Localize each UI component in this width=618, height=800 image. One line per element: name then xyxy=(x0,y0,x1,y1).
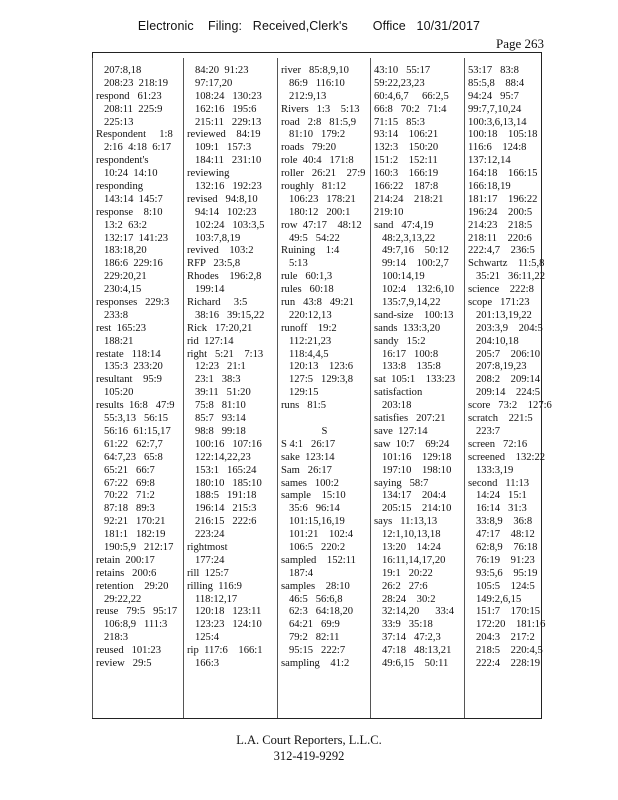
index-entry-line: 106:5 220:2 xyxy=(281,541,346,553)
index-entry-line: 123:23 124:10 xyxy=(187,619,262,631)
index-entry-line: row 47:17 48:12 xyxy=(281,219,362,231)
index-entry-line: 172:20 181:16 xyxy=(468,619,546,631)
index-entry-line: 19:1 20:22 xyxy=(374,567,433,579)
index-entry-line: 180:12 200:1 xyxy=(281,206,351,218)
index-entry-line: Schwartz 11:5,8 xyxy=(468,258,545,270)
index-entry-line: 35:6 96:14 xyxy=(281,503,340,515)
index-entry-line: runs 81:5 xyxy=(281,400,327,412)
index-entry-line: saying 58:7 xyxy=(374,477,429,489)
page-number: Page 263 xyxy=(496,36,545,51)
index-entry-line: 218:11 220:6 xyxy=(468,232,532,244)
index-entry-line: 92:21 170:21 xyxy=(96,516,166,528)
index-entry-line: reviewing xyxy=(187,168,230,180)
index-entry-line: 79:2 82:11 xyxy=(281,632,340,644)
index-entry-line: 223:24 xyxy=(187,529,225,541)
index-entry-line: 81:10 179:2 xyxy=(281,129,346,141)
index-entry-line: sands 133:3,20 xyxy=(374,322,441,334)
index-entry-line: 86:9 116:10 xyxy=(281,77,345,89)
index-entry-line: sames 100:2 xyxy=(281,477,339,489)
index-entry-line: 101:15,16,19 xyxy=(281,516,345,528)
index-entry-line: 93:5,6 95:19 xyxy=(468,567,538,579)
index-entry-line: river 85:8,9,10 xyxy=(281,65,349,76)
index-entry-line: 187:4 xyxy=(281,567,314,579)
index-entry-line: 218:5 220:4,5 xyxy=(468,645,543,657)
index-entry-line: run 43:8 49:21 xyxy=(281,297,354,309)
index-entry-line: 28:24 30:2 xyxy=(374,593,436,605)
index-entry-line: 49:6,15 50:11 xyxy=(374,657,449,669)
index-entry-line: 112:21,23 xyxy=(281,335,332,347)
index-entry-line: 100:16 107:16 xyxy=(187,438,262,450)
index-entry-line: scratch 221:5 xyxy=(468,413,533,425)
index-entry-line: 16:14 31:3 xyxy=(468,503,527,515)
index-entry-line: 166:18,19 xyxy=(468,181,511,193)
index-entry-line: 84:20 91:23 xyxy=(187,65,249,76)
index-entry-line: responding xyxy=(96,181,144,193)
index-entry-line: 120:18 123:11 xyxy=(187,606,262,618)
index-entry-line: reuse 79:5 95:17 xyxy=(96,606,178,618)
index-entry-line: 29:22,22 xyxy=(96,593,142,605)
index-entry-line: 61:22 62:7,7 xyxy=(96,438,163,450)
index-entry-line: 97:17,20 xyxy=(187,77,233,89)
index-entry-line: 53:17 83:8 xyxy=(468,65,519,76)
index-entry-line: 102:24 103:3,5 xyxy=(187,219,265,231)
index-entry-line: 181:1 182:19 xyxy=(96,529,166,541)
index-entry-line: retains 200:6 xyxy=(96,567,157,579)
index-entry-line: 66:8 70:2 71:4 xyxy=(374,103,447,115)
index-entry-line: respond 61:23 xyxy=(96,90,162,102)
index-entry-line: 64:21 69:9 xyxy=(281,619,340,631)
index-entry-line: 204:10,18 xyxy=(468,335,519,347)
index-entry-line: 106:23 178:21 xyxy=(281,193,356,205)
index-entry-line: scope 171:23 xyxy=(468,297,530,309)
index-entry-line: 205:7 206:10 xyxy=(468,348,541,360)
index-entry-line: 215:11 229:13 xyxy=(187,116,262,128)
index-entry-line: 38:16 39:15,22 xyxy=(187,309,265,321)
index-entry-line: 197:10 198:10 xyxy=(374,464,452,476)
index-entry-line: 190:5,9 212:17 xyxy=(96,541,174,553)
index-entry-line: 207:8,19,23 xyxy=(468,361,527,373)
index-entry-line: 205:15 214:10 xyxy=(374,503,452,515)
index-entry-line: 199:14 xyxy=(187,284,225,296)
index-entry-line: 55:3,13 56:15 xyxy=(96,413,169,425)
index-entry-line: 23:1 38:3 xyxy=(187,374,241,386)
index-entry-line: 106:8,9 111:3 xyxy=(96,619,168,631)
index-entry-line: 219:10 xyxy=(374,206,404,218)
index-entry-line: 49:7,16 50:12 xyxy=(374,245,449,257)
index-entry-line: 105:5 124:5 xyxy=(468,580,535,592)
index-entry-line: 85:7 93:14 xyxy=(187,413,246,425)
index-entry-line: 46:5 56:6,8 xyxy=(281,593,343,605)
index-entry-line: 67:22 69:8 xyxy=(96,477,155,489)
index-entry-line: 35:21 36:11,22 xyxy=(468,271,546,283)
index-column-2 xyxy=(183,58,277,718)
index-entry-line: 60:4,6,7 66:2,5 xyxy=(374,90,449,102)
index-entry-line: 183:18,20 xyxy=(96,245,147,257)
index-entry-line: 166:3 xyxy=(187,657,220,669)
index-entry-line: 33:9 35:18 xyxy=(374,619,433,631)
index-entry-line: 120:13 123:6 xyxy=(281,361,354,373)
index-entry-line: 151:2 152:11 xyxy=(374,155,438,167)
index-entry-line: 151:7 170:15 xyxy=(468,606,541,618)
index-entry-line: 132:3 150:20 xyxy=(374,142,439,154)
index-entry-line: 129:15 xyxy=(281,387,319,399)
index-entry-line: 5:13 xyxy=(281,258,308,270)
index-entry-line: 71:15 85:3 xyxy=(374,116,425,128)
index-entry-line: sample 15:10 xyxy=(281,490,346,502)
index-entry-line: 99:7,7,10,24 xyxy=(468,103,522,115)
index-entry-line: rip 117:6 166:1 xyxy=(187,645,263,657)
index-entry-line: score 73:2 127:6 xyxy=(468,400,552,412)
index-entry-line: rest 165:23 xyxy=(96,322,147,334)
index-entry-line: 212:9,13 xyxy=(281,90,327,102)
index-entry-line: 103:7,8,19 xyxy=(187,232,241,244)
index-entry-line: second 11:13 xyxy=(468,477,530,489)
index-entry-line: 208:2 209:14 xyxy=(468,374,541,386)
index-entry-line: review 29:5 xyxy=(96,657,152,669)
index-entry-line: 223:7 xyxy=(468,425,501,437)
index-entry-line: right 5:21 7:13 xyxy=(187,348,264,360)
index-entry-line: 162:16 195:6 xyxy=(187,103,257,115)
index-entry-line: retain 200:17 xyxy=(96,554,155,566)
index-entry-line: 188:21 xyxy=(96,335,134,347)
index-entry-line: Sam 26:17 xyxy=(281,464,332,476)
index-entry-line: 49:5 54:22 xyxy=(281,232,340,244)
index-entry-line: 39:11 51:20 xyxy=(187,387,251,399)
index-entry-line: 16:17 100:8 xyxy=(374,348,439,360)
index-entry-line: save 127:14 xyxy=(374,425,428,437)
index-entry-line: sand 47:4,19 xyxy=(374,219,434,231)
index-entry-line: RFP 23:5,8 xyxy=(187,258,241,270)
index-entry-line: 132:16 192:23 xyxy=(187,181,262,193)
index-entry-line: respondent's xyxy=(96,155,149,167)
index-entry-line: sampled 152:11 xyxy=(281,554,356,566)
index-entry-line: restate 118:14 xyxy=(96,348,161,360)
index-entry-line: 177:24 xyxy=(187,554,225,566)
index-entry-line: 12:23 21:1 xyxy=(187,361,246,373)
index-entry-line: runoff 19:2 xyxy=(281,322,337,334)
index-entry-line: 164:18 166:15 xyxy=(468,168,538,180)
index-entry-line: response 8:10 xyxy=(96,206,163,218)
index-column-5 xyxy=(464,58,552,718)
index-entry-line: 102:4 132:6,10 xyxy=(374,284,455,296)
index-entry-line: 153:1 165:24 xyxy=(187,464,257,476)
index-entry-line: sake 123:14 xyxy=(281,451,335,463)
index-column-3 xyxy=(277,58,370,718)
index-column-4 xyxy=(370,58,464,718)
index-entry-line: rid 127:14 xyxy=(187,335,234,347)
index-entry-line: 214:23 218:5 xyxy=(468,219,533,231)
index-entry-line: 216:15 222:6 xyxy=(187,516,257,528)
index-entry-line: 70:22 71:2 xyxy=(96,490,155,502)
index-entry-line: 26:2 27:6 xyxy=(374,580,428,592)
index-entry-line: 118:4,4,5 xyxy=(281,348,329,360)
index-entry-line: 76:19 91:23 xyxy=(468,554,535,566)
index-entry-line: 133:8 135:8 xyxy=(374,361,441,373)
index-entry-line: 218:3 xyxy=(96,632,129,644)
index-entry-line: 87:18 89:3 xyxy=(96,503,155,515)
index-entry-line: 94:24 95:7 xyxy=(468,90,519,102)
index-entry-line: roads 79:20 xyxy=(281,142,337,154)
index-entry-line: 98:8 99:18 xyxy=(187,425,246,437)
index-entry-line: satisfaction xyxy=(374,387,423,399)
index-entry-line: 222:4 228:19 xyxy=(468,657,541,669)
index-entry-line: 137:12,14 xyxy=(468,155,511,167)
index-entry-line: 201:13,19,22 xyxy=(468,309,532,321)
index-column-1 xyxy=(92,58,183,718)
index-entry-line: results 16:8 47:9 xyxy=(96,400,175,412)
index-entry-line: rill 125:7 xyxy=(187,567,229,579)
index-entry-line: 186:6 229:16 xyxy=(96,258,163,270)
index-entry-line: 2:16 4:18 6:17 xyxy=(96,142,172,154)
index-entry-line: 134:17 204:4 xyxy=(374,490,447,502)
index-entry-line: retention 29:20 xyxy=(96,580,169,592)
index-entry-line: roller 26:21 27:9 xyxy=(281,168,366,180)
index-entry-line: 43:10 55:17 xyxy=(374,65,431,76)
index-entry-line: 222:4,7 236:5 xyxy=(468,245,535,257)
index-entry-line: 125:4 xyxy=(187,632,220,644)
index-entry-line: 47:18 48:13,21 xyxy=(374,645,452,657)
index-entry-line: 181:17 196:22 xyxy=(468,193,538,205)
index-entry-line: 209:14 224:5 xyxy=(468,387,541,399)
index-entry-line: 143:14 145:7 xyxy=(96,193,163,205)
index-entry-line: 188:5 191:18 xyxy=(187,490,257,502)
index-entry-line: 101:16 129:18 xyxy=(374,451,452,463)
index-entry-line: 47:17 48:12 xyxy=(468,529,535,541)
index-entry-line: 62:8,9 76:18 xyxy=(468,541,538,553)
index-entry-line: 225:13 xyxy=(96,116,134,128)
index-entry-line: 118:12,17 xyxy=(187,593,238,605)
index-entry-line: 109:1 157:3 xyxy=(187,142,252,154)
index-entry-line: Richard 3:5 xyxy=(187,297,248,309)
index-entry-line: 101:21 102:4 xyxy=(281,529,354,541)
index-entry-line: 75:8 81:10 xyxy=(187,400,246,412)
index-entry-line: 207:8,18 xyxy=(96,65,142,76)
index-entry-line: 208:23 218:19 xyxy=(96,77,169,89)
index-entry-line: 94:14 102:23 xyxy=(187,206,257,218)
reporter-name: L.A. Court Reporters, L.L.C. xyxy=(236,733,382,747)
filing-stamp: Electronic Filing: Received,Clerk's Office 10/31/2017 xyxy=(137,19,481,33)
reporter-phone: 312-419-9292 xyxy=(273,749,345,763)
index-entry-line: 233:8 xyxy=(96,309,129,321)
index-entry-line: 64:7,23 65:8 xyxy=(96,451,163,463)
index-entry-line: 100:14,19 xyxy=(374,271,425,283)
index-entry-line: 10:24 14:10 xyxy=(96,168,158,180)
index-entry-line: 62:3 64:18,20 xyxy=(281,606,354,618)
index-entry-line: 135:7,9,14,22 xyxy=(374,297,441,309)
index-entry-line: reused 101:23 xyxy=(96,645,162,657)
index-entry-line: says 11:13,13 xyxy=(374,516,438,528)
index-entry-line: 65:21 66:7 xyxy=(96,464,155,476)
index-entry-line: 85:5,8 88:4 xyxy=(468,77,525,89)
index-entry-line: 220:12,13 xyxy=(281,309,332,321)
index-entry-line: role 40:4 171:8 xyxy=(281,155,354,167)
index-entry-line: sampling 41:2 xyxy=(281,657,350,669)
index-entry-line: samples 28:10 xyxy=(281,580,350,592)
index-entry-line: 196:14 215:3 xyxy=(187,503,257,515)
index-entry-line: 99:14 100:2,7 xyxy=(374,258,449,270)
index-entry-line: 208:11 225:9 xyxy=(96,103,163,115)
index-entry-line: 230:4,15 xyxy=(96,284,142,296)
index-entry-line: 135:3 233:20 xyxy=(96,361,163,373)
index-entry-line xyxy=(281,413,368,426)
index-entry-line: reviewed 84:19 xyxy=(187,129,261,141)
index-entry-line: 203:3,9 204:5 xyxy=(468,322,543,334)
index-entry-line: 122:14,22,23 xyxy=(187,451,251,463)
index-entry-line: 32:14,20 33:4 xyxy=(374,606,455,618)
index-entry-line: 184:11 231:10 xyxy=(187,155,262,167)
index-entry-line: 203:18 xyxy=(374,400,412,412)
index-entry-line: 14:24 15:1 xyxy=(468,490,527,502)
index-entry-line: responses 229:3 xyxy=(96,297,170,309)
index-entry-line: 133:3,19 xyxy=(468,464,514,476)
index-entry-line: S 4:1 26:17 xyxy=(281,438,336,450)
index-entry-line: 13:20 14:24 xyxy=(374,541,441,553)
index-entry-line: saw 10:7 69:24 xyxy=(374,438,450,450)
index-entry-line: 116:6 124:8 xyxy=(468,142,527,154)
index-entry-line: 166:22 187:8 xyxy=(374,181,439,193)
index-entry-line: 16:11,14,17,20 xyxy=(374,554,446,566)
index-entry-line: Rivers 1:3 5:13 xyxy=(281,103,360,115)
index-entry-line: revised 94:8,10 xyxy=(187,193,258,205)
index-entry-line: 196:24 200:5 xyxy=(468,206,533,218)
index-entry-line: sandy 15:2 xyxy=(374,335,426,347)
index-entry-line: rules 60:18 xyxy=(281,284,334,296)
index-entry-line: road 2:8 81:5,9 xyxy=(281,116,357,128)
index-entry-line: 132:17 141:23 xyxy=(96,232,169,244)
index-entry-line: Ruining 1:4 xyxy=(281,245,340,257)
index-entry-line: sat 105:1 133:23 xyxy=(374,374,456,386)
index-entry-line: 95:15 222:7 xyxy=(281,645,346,657)
index-entry-line: sand-size 100:13 xyxy=(374,309,454,321)
index-entry-line: 33:8,9 36:8 xyxy=(468,516,533,528)
index-entry-line: 56:16 61:15,17 xyxy=(96,425,171,437)
index-entry-line: 204:3 217:2 xyxy=(468,632,535,644)
index-entry-line: 37:14 47:2,3 xyxy=(374,632,441,644)
index-entry-line: 149:2,6,15 xyxy=(468,593,522,605)
index-entry-line: satisfies 207:21 xyxy=(374,413,446,425)
index-entry-line: 214:24 218:21 xyxy=(374,193,444,205)
index-entry-line: 105:20 xyxy=(96,387,134,399)
index-entry-line: science 222:8 xyxy=(468,284,534,296)
index-entry-line: resultant 95:9 xyxy=(96,374,162,386)
index-entry-line: 127:5 129:3,8 xyxy=(281,374,354,386)
index-entry-line: 229:20,21 xyxy=(96,271,147,283)
index-entry-line: screened 132:22 xyxy=(468,451,546,463)
index-entry-line: rilling 116:9 xyxy=(187,580,242,592)
index-entry-line: Rick 17:20,21 xyxy=(187,322,253,334)
index-entry-line: 100:18 105:18 xyxy=(468,129,538,141)
index-entry-line: 160:3 166:19 xyxy=(374,168,439,180)
index-entry-line: revived 103:2 xyxy=(187,245,254,257)
index-entry-line: screen 72:16 xyxy=(468,438,528,450)
index-entry-line: 12:1,10,13,18 xyxy=(374,529,441,541)
index-entry-line: 48:2,3,13,22 xyxy=(374,232,436,244)
index-entry-line: 93:14 106:21 xyxy=(374,129,439,141)
index-entry-line: roughly 81:12 xyxy=(281,181,347,193)
index-entry-line: rightmost xyxy=(187,541,228,553)
index-entry-line: 13:2 63:2 xyxy=(96,219,147,231)
index-entry-line: 100:3,6,13,14 xyxy=(468,116,527,128)
index-entry-line: Respondent 1:8 xyxy=(96,129,173,141)
index-entry-line: Rhodes 196:2,8 xyxy=(187,271,262,283)
index-entry-line: 108:24 130:23 xyxy=(187,90,262,102)
index-entry-line: 59:22,23,23 xyxy=(374,77,425,89)
index-entry-line: rule 60:1,3 xyxy=(281,271,333,283)
index-entry-line: S xyxy=(321,425,328,437)
index-entry-line: 180:10 185:10 xyxy=(187,477,262,489)
